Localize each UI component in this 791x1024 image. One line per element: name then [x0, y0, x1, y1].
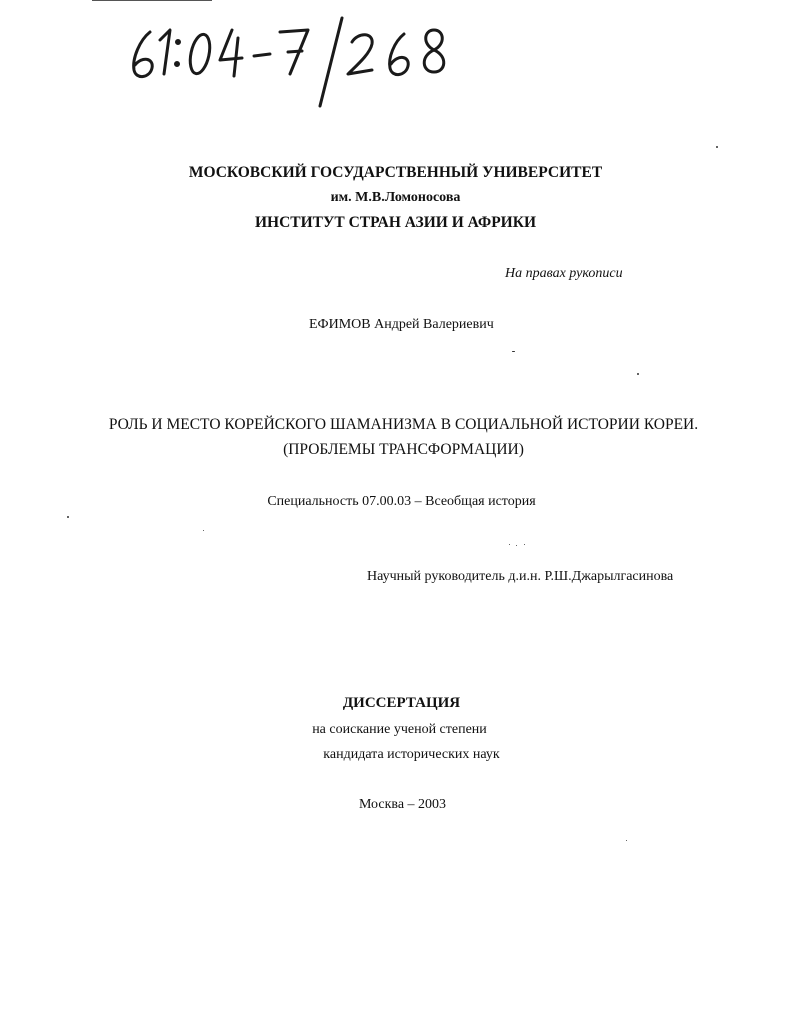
scan-speck [203, 530, 204, 531]
university-name: МОСКОВСКИЙ ГОСУДАРСТВЕННЫЙ УНИВЕРСИТЕТ [188, 164, 603, 181]
degree-line-2: кандидата исторических наук [323, 747, 500, 762]
rights-note: На правах рукописи [505, 266, 623, 281]
scan-speck [524, 544, 525, 545]
scientific-supervisor: Научный руководитель д.и.н. Р.Ш.Джарылгасинова [367, 569, 674, 584]
degree-line-1: на соискание ученой степени [312, 722, 487, 737]
dissertation-heading: ДИССЕРТАЦИЯ [342, 695, 461, 711]
scan-speck [716, 146, 718, 148]
scan-speck [637, 373, 639, 375]
institute-name: ИНСТИТУТ СТРАН АЗИИ И АФРИКИ [254, 214, 537, 231]
scan-speck [67, 516, 69, 518]
named-after: им. М.В.Ломоносова [330, 190, 461, 205]
dissertation-title-line-2: (ПРОБЛЕМЫ ТРАНСФОРМАЦИИ) [283, 441, 524, 458]
scan-speck [512, 351, 515, 352]
scan-edge-line [92, 0, 212, 1]
scan-speck [509, 544, 510, 545]
scan-speck [516, 545, 517, 546]
dissertation-title-line-1: РОЛЬ И МЕСТО КОРЕЙСКОГО ШАМАНИЗМА В СОЦИАЛЬНОЙ ИСТОРИИ КОРЕИ. [108, 416, 699, 433]
author-name: ЕФИМОВ Андрей Валериевич [309, 317, 494, 332]
scan-speck [626, 840, 627, 841]
specialty: Специальность 07.00.03 – Всеобщая история [267, 494, 536, 509]
handwritten-archive-number [120, 10, 500, 110]
place-and-year: Москва – 2003 [358, 797, 447, 812]
